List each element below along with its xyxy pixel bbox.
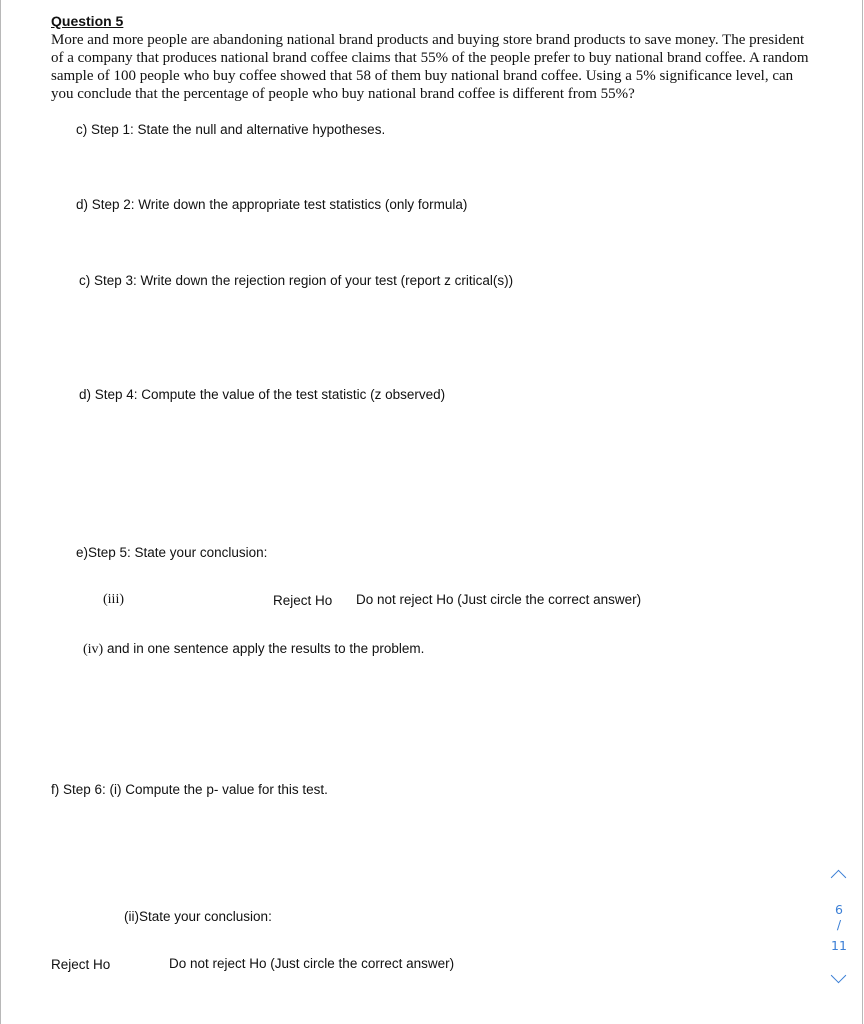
do-not-reject-ho-option[interactable]: Do not reject Ho (Just circle the correct answer) [356,592,642,607]
reject-ho-option[interactable]: Reject Ho [273,593,333,608]
step-1-prompt: c) Step 1: State the null and alternative hypotheses. [76,122,386,137]
next-page-button[interactable] [826,970,852,990]
question-text: More and more people are abandoning national brand products and buying store brand products to save money. The president of a company that produces national brand coffee claims that 55% of the people prefer to buy national brand coffee. A random sample of 100 people who buy coffee showed that 58 of them buy national brand coffee. Using a 5% significance level, can you conclude that the percentage of people who buy national brand coffee is different from 55%? [51,32,809,102]
final-reject-ho-option[interactable]: Reject Ho [51,957,111,972]
part-iii-label: (iii) [103,592,124,607]
step-6-prompt: f) Step 6: (i) Compute the p- value for this test. [51,782,328,797]
final-do-not-reject-ho-option[interactable]: Do not reject Ho (Just circle the correct answer) [169,956,455,971]
part-iv-text: and in one sentence apply the results to the problem. [103,641,425,656]
total-pages: 11 [831,938,847,953]
previous-page-button[interactable] [826,864,852,884]
step-4-prompt: d) Step 4: Compute the value of the test statistic (z observed) [79,387,446,402]
step-2-prompt: d) Step 2: Write down the appropriate test statistics (only formula) [76,197,468,212]
chevron-down-icon [831,968,847,984]
step-5-prompt: e)Step 5: State your conclusion: [76,545,268,560]
current-page-number: 6 [835,902,843,917]
step-3-prompt: c) Step 3: Write down the rejection region of your test (report z critical(s)) [79,273,514,288]
part-iv-prompt [83,641,424,658]
page-separator: / [836,917,842,932]
page-border-left [0,0,1,1024]
page-border-right [862,0,863,1024]
chevron-up-icon [831,870,847,886]
part-iv-label: (iv) [83,642,104,657]
step-6-conclusion-prompt: (ii)State your conclusion: [124,909,272,924]
question-title: Question 5 [51,13,124,29]
